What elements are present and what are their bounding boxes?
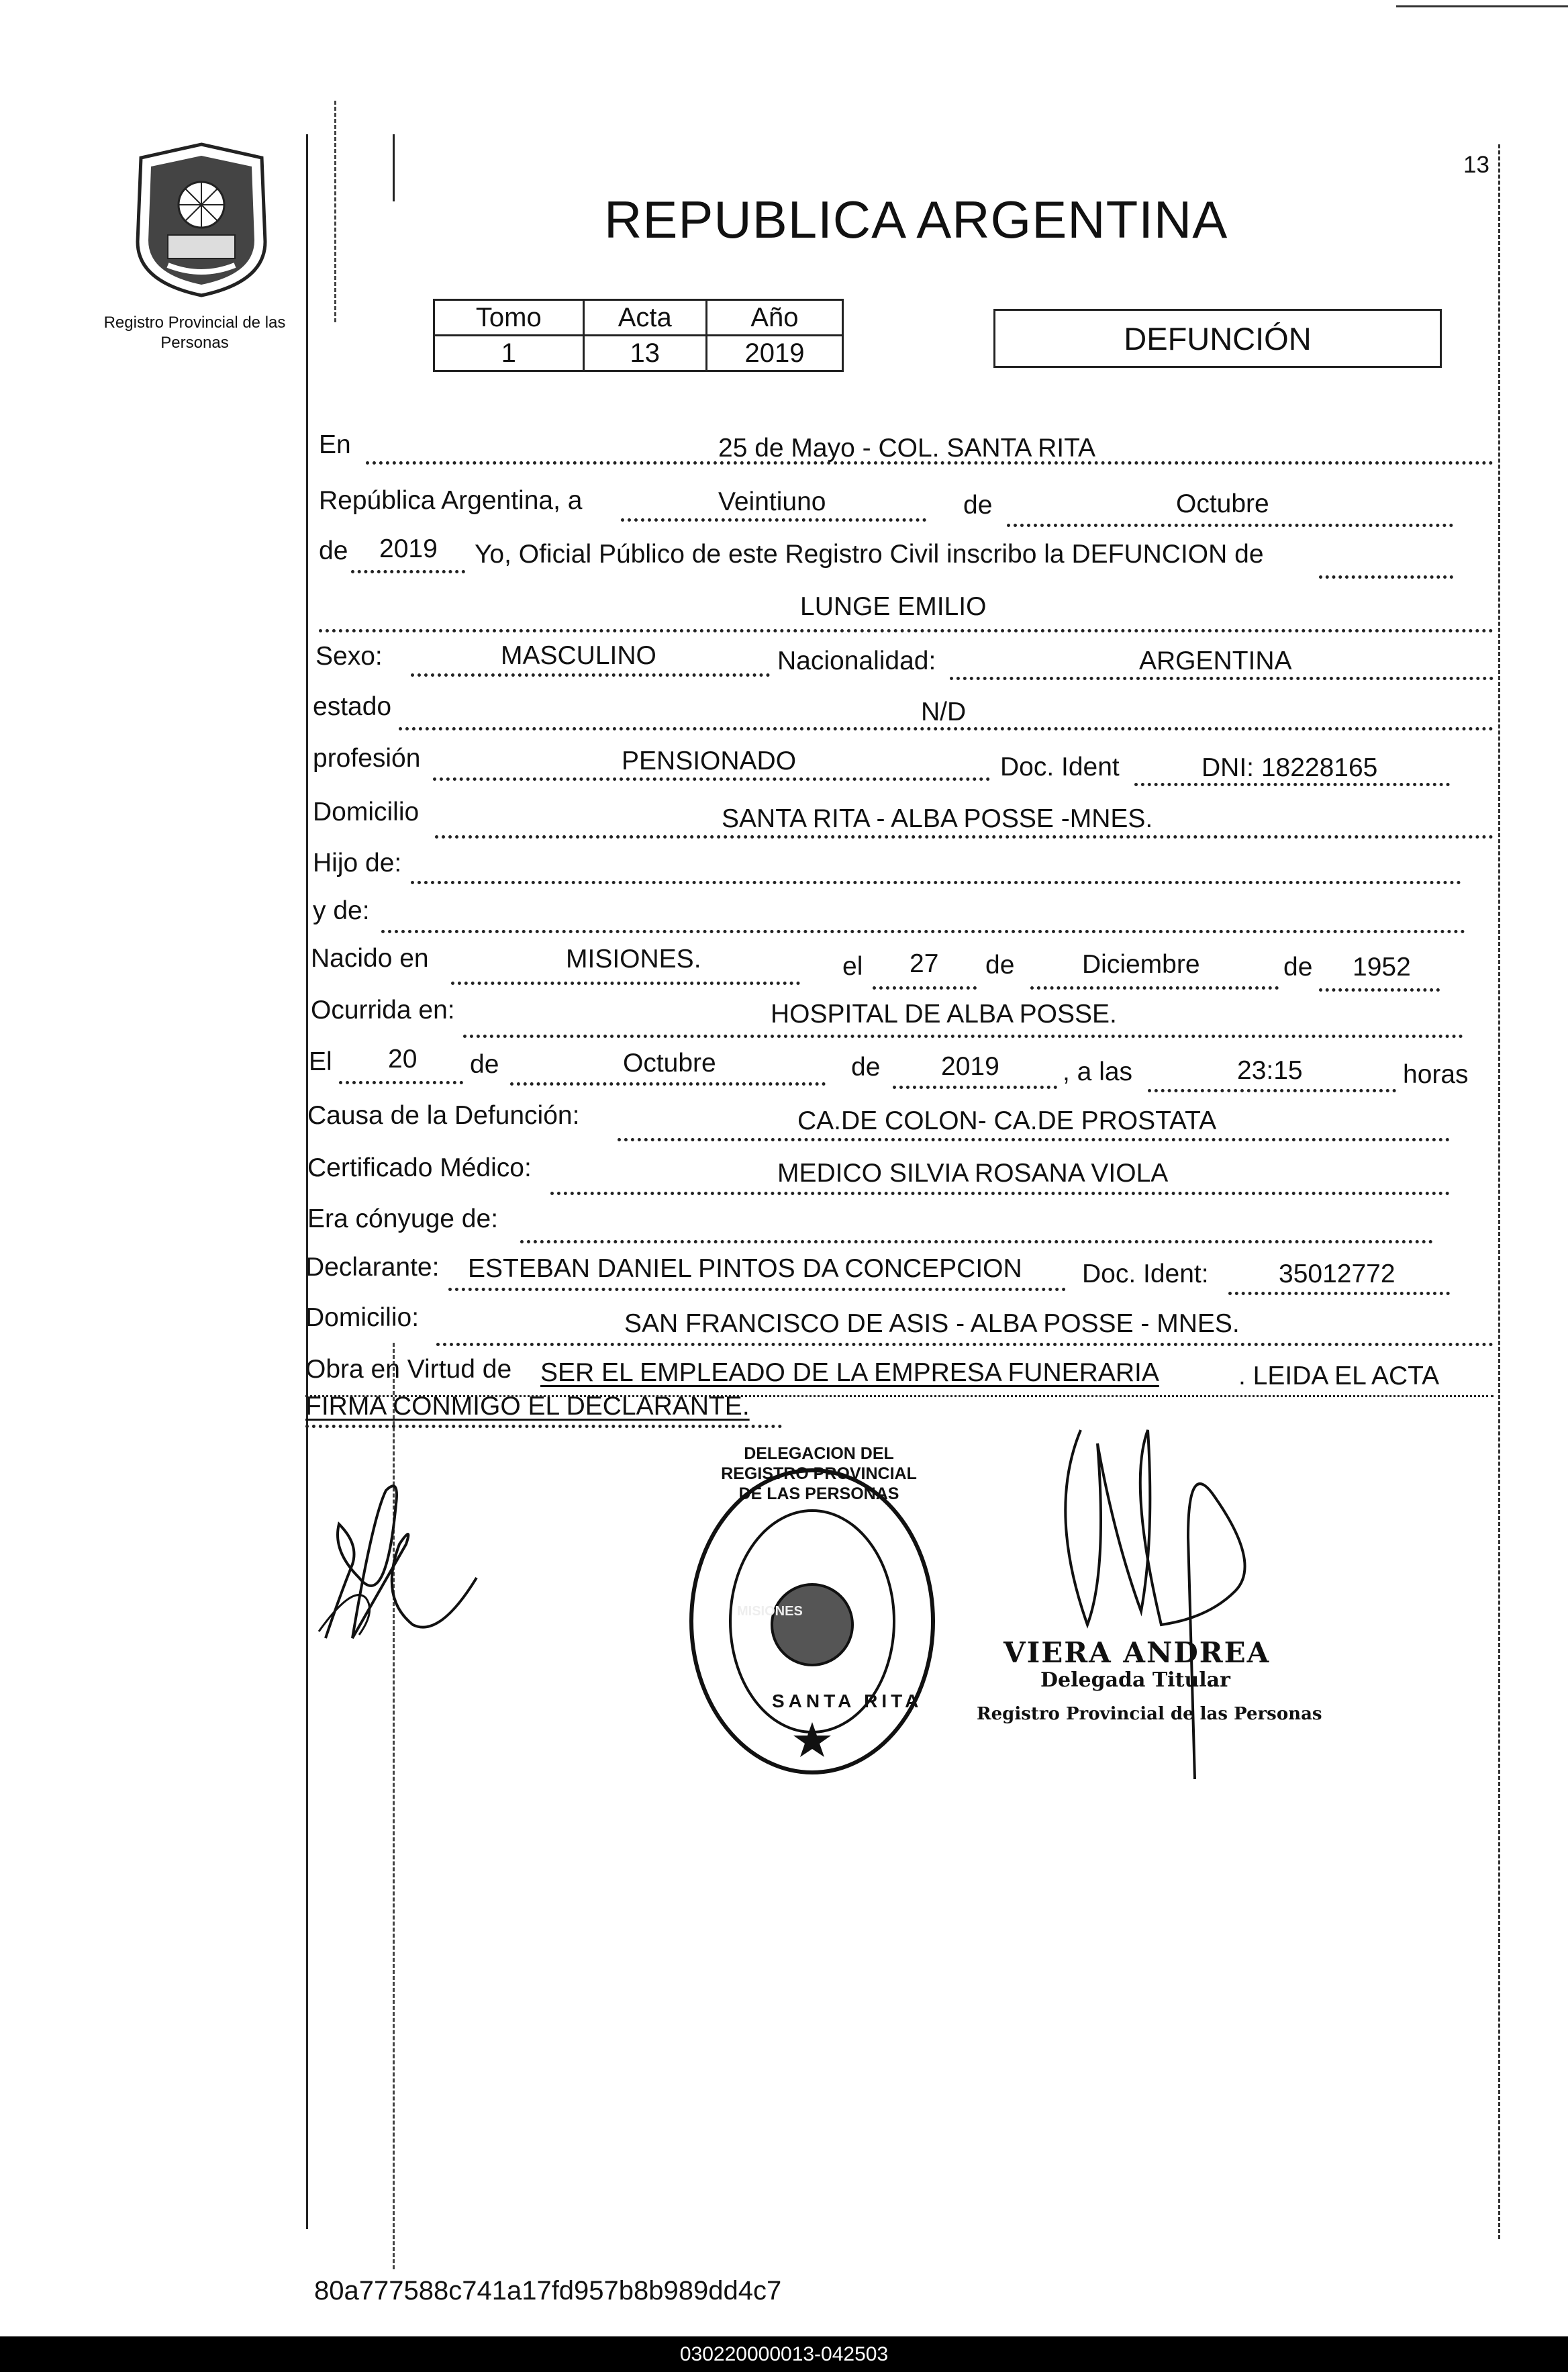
label-doc-ident: Doc. Ident <box>1000 753 1120 781</box>
label-el: el <box>842 952 863 981</box>
label-estado: estado <box>313 692 392 721</box>
label-yo-oficial: Yo, Oficial Público de este Registro Civil inscribo la DEFUNCION de <box>475 540 1264 569</box>
value-death-day: 20 <box>388 1045 418 1074</box>
official-name: VIERA ANDREA <box>1003 1636 1271 1669</box>
label-domicilio: Domicilio <box>313 798 420 826</box>
dotted-line <box>950 677 1493 680</box>
label-a-las: , a las <box>1063 1057 1133 1086</box>
value-sex: MASCULINO <box>501 641 656 670</box>
dotted-line <box>1030 986 1279 990</box>
label-profesion: profesión <box>313 744 421 773</box>
label-horas: horas <box>1403 1060 1469 1089</box>
dotted-line <box>351 570 465 573</box>
dotted-line <box>411 881 1461 884</box>
dotted-line <box>550 1192 1450 1195</box>
dotted-line <box>381 930 1465 933</box>
left-dashed-line <box>334 101 336 322</box>
value-domicile: SANTA RITA - ALBA POSSE -MNES. <box>722 804 1153 833</box>
table-cell-acta: 13 <box>583 336 706 371</box>
dotted-line <box>1319 988 1440 992</box>
dotted-line <box>1007 524 1453 527</box>
dotted-line <box>1319 575 1453 579</box>
dotted-line <box>451 982 800 985</box>
label-republica: República Argentina, a <box>319 486 583 515</box>
value-place: 25 de Mayo - COL. SANTA RITA <box>718 434 1096 463</box>
page-number: 13 <box>1463 152 1489 178</box>
label-de: de <box>319 536 348 565</box>
value-death-time: 23:15 <box>1237 1056 1303 1085</box>
dotted-line <box>399 727 1493 730</box>
label-de: de <box>851 1053 881 1082</box>
dotted-line <box>873 986 977 990</box>
value-birth-year: 1952 <box>1353 953 1411 982</box>
registry-name: Registro Provincial de las Personas <box>103 314 286 352</box>
label-de: de <box>470 1050 499 1079</box>
dotted-line <box>510 1082 826 1086</box>
dotted-line <box>463 1035 1463 1038</box>
value-month: Octubre <box>1176 489 1269 518</box>
label-leida-el-acta: . LEIDA EL ACTA <box>1238 1362 1440 1390</box>
dotted-line <box>319 629 1493 632</box>
footer-code: 030220000013-042503 <box>679 2342 889 2365</box>
label-de: de <box>963 491 993 520</box>
label-hijo-de: Hijo de: <box>313 849 402 877</box>
label-el-upper: El <box>309 1047 332 1076</box>
record-table <box>433 299 844 372</box>
label-declarante: Declarante: <box>305 1253 440 1282</box>
official-institution: Registro Provincial de las Personas <box>977 1704 1322 1724</box>
value-death-year: 2019 <box>941 1052 999 1081</box>
value-doc-ident: DNI: 18228165 <box>1202 753 1378 782</box>
dotted-line <box>411 673 770 677</box>
value-nationality: ARGENTINA <box>1139 647 1292 675</box>
dotted-line <box>1134 783 1450 786</box>
seal-inner-text: SANTA RITA <box>772 1691 923 1711</box>
footer-bar <box>0 2336 1568 2372</box>
top-right-rule <box>1396 5 1568 7</box>
label-doc-ident-declarant: Doc. Ident: <box>1082 1260 1209 1288</box>
table-cell-ano: 2019 <box>706 336 842 371</box>
official-role: Delegada Titular <box>1040 1668 1230 1692</box>
value-birth-day: 27 <box>910 949 939 978</box>
dotted-line <box>621 518 926 522</box>
seal-outer-text: DELEGACION DEL REGISTRO PROVINCIAL DE LAS PERSONAS <box>721 1444 917 1503</box>
dotted-line <box>893 1086 1057 1089</box>
value-deceased-name: LUNGE EMILIO <box>800 592 987 621</box>
value-birth-month: Diciembre <box>1082 950 1200 979</box>
value-day-words: Veintiuno <box>718 487 826 516</box>
label-conyuge: Era cónyuge de: <box>307 1204 499 1233</box>
dotted-line <box>339 1081 463 1084</box>
value-by-virtue-of: SER EL EMPLEADO DE LA EMPRESA FUNERARIA <box>540 1358 1159 1387</box>
left-short-line <box>393 134 395 201</box>
value-declarant-doc: 35012772 <box>1279 1260 1395 1288</box>
label-sexo: Sexo: <box>315 642 383 671</box>
value-cause-of-death: CA.DE COLON- CA.DE PROSTATA <box>797 1106 1217 1135</box>
label-nacido-en: Nacido en <box>311 944 429 973</box>
province-emblem <box>131 141 272 299</box>
label-y-de: y de: <box>313 896 370 925</box>
right-margin-line <box>1498 144 1500 2239</box>
official-signature <box>1034 1403 1302 1786</box>
label-causa: Causa de la Defunción: <box>307 1101 580 1130</box>
dotted-line <box>520 1240 1433 1243</box>
value-year: 2019 <box>379 534 438 563</box>
value-marital-status: N/D <box>921 698 967 726</box>
value-profession: PENSIONADO <box>622 747 797 775</box>
table-header-ano: Año <box>706 300 842 336</box>
label-domicilio-declarante: Domicilio: <box>305 1303 420 1332</box>
dotted-line <box>305 1425 782 1428</box>
label-nacionalidad: Nacionalidad: <box>777 647 936 675</box>
label-ocurrida-en: Ocurrida en: <box>311 996 455 1025</box>
page-title: REPUBLICA ARGENTINA <box>604 190 1228 249</box>
dotted-line <box>1148 1089 1396 1092</box>
record-type: DEFUNCIÓN <box>1124 320 1312 357</box>
table-header-tomo: Tomo <box>434 300 584 336</box>
label-de: de <box>985 951 1015 980</box>
dotted-line <box>618 1138 1450 1141</box>
dotted-line <box>433 777 990 781</box>
value-declarant: ESTEBAN DANIEL PINTOS DA CONCEPCION <box>468 1254 1022 1283</box>
seal-center-text: MISIONES <box>737 1604 803 1619</box>
label-de: de <box>1283 953 1313 982</box>
record-type-box <box>993 309 1442 368</box>
value-medical-certificate: MEDICO SILVIA ROSANA VIOLA <box>777 1159 1169 1188</box>
dotted-line <box>448 1288 1066 1291</box>
value-occurred-in: HOSPITAL DE ALBA POSSE. <box>771 1000 1117 1029</box>
value-death-month: Octubre <box>623 1049 716 1078</box>
label-firma-conmigo: FIRMA CONMIGO EL DECLARANTE. <box>305 1392 750 1421</box>
dotted-line <box>436 1343 1493 1346</box>
value-declarant-domicile: SAN FRANCISCO DE ASIS - ALBA POSSE - MNES. <box>624 1309 1240 1338</box>
table-header-acta: Acta <box>583 300 706 336</box>
dotted-line <box>435 835 1493 839</box>
registry-seal <box>685 1464 940 1779</box>
table-cell-tomo: 1 <box>434 336 584 371</box>
dotted-line <box>1228 1292 1450 1295</box>
document-hash: 80a777588c741a17fd957b8b989dd4c7 <box>314 2276 782 2306</box>
label-en: En <box>319 430 351 459</box>
declarant-signature <box>312 1464 493 1652</box>
value-born-in: MISIONES. <box>566 945 701 974</box>
label-certificado: Certificado Médico: <box>307 1153 532 1182</box>
label-obra-en-virtud: Obra en Virtud de <box>305 1355 512 1384</box>
